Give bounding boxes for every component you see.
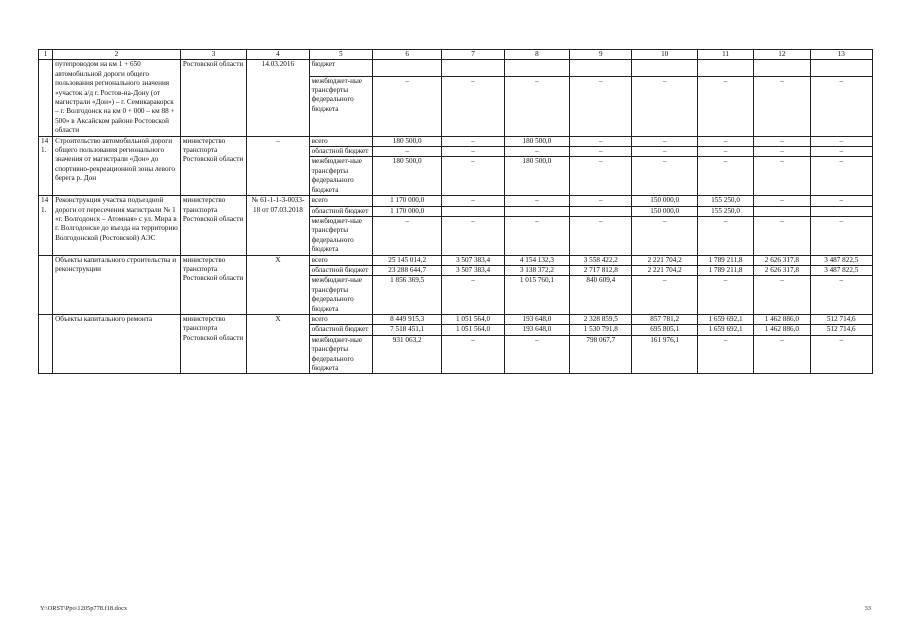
amount-cell: 512 714,6 xyxy=(810,314,872,324)
amount-cell: 1 659 692,1 xyxy=(697,314,753,324)
column-number-header: 9 xyxy=(570,50,632,60)
object-name-cell: Реконструкция участка подъездной дороги от пересечения магистрали № 1 «г. Волгодонск – Атомная» с ул. Мира в г. Волгодонске до въезда на территорию Волгодонской (Ростовской) АЭС xyxy=(53,196,181,255)
amount-cell: – xyxy=(697,157,753,196)
row-number-cell xyxy=(39,255,53,314)
amount-cell: – xyxy=(372,76,441,136)
object-name-cell: Объекты капитального ремонта xyxy=(53,314,181,373)
amount-cell: 1 659 692,1 xyxy=(697,325,753,335)
amount-cell: 512 714,6 xyxy=(810,325,872,335)
amount-cell: – xyxy=(504,196,569,206)
funding-source-cell: всего xyxy=(309,314,372,324)
column-number-header: 5 xyxy=(309,50,372,60)
amount-cell: – xyxy=(632,276,697,315)
amount-cell: 1 789 211,8 xyxy=(697,265,753,275)
amount-cell: – xyxy=(504,335,569,374)
amount-cell: 931 063,2 xyxy=(372,335,441,374)
amount-cell: – xyxy=(810,157,872,196)
amount-cell: 25 145 014,2 xyxy=(372,255,441,265)
amount-cell: 180 500,0 xyxy=(372,136,441,146)
amount-cell: 161 976,1 xyxy=(632,335,697,374)
amount-cell: 4 154 132,3 xyxy=(504,255,569,265)
amount-cell: 3 558 422,2 xyxy=(570,255,632,265)
amount-cell: – xyxy=(372,147,441,157)
funding-source-cell: всего xyxy=(309,196,372,206)
amount-cell: 180 500,0 xyxy=(504,157,569,196)
amount-cell: 695 805,1 xyxy=(632,325,697,335)
amount-cell: – xyxy=(754,76,810,136)
amount-cell: 1 789 211,8 xyxy=(697,255,753,265)
header-row xyxy=(39,50,873,60)
amount-cell xyxy=(632,60,697,76)
funding-source-cell: всего xyxy=(309,255,372,265)
amount-cell: – xyxy=(810,196,872,206)
column-number-header: 3 xyxy=(180,50,246,60)
amount-cell xyxy=(754,206,810,216)
table-row xyxy=(39,136,873,146)
amount-cell xyxy=(810,206,872,216)
amount-cell: – xyxy=(697,335,753,374)
amount-cell: 1 170 000,0 xyxy=(372,206,441,216)
column-number-header: 8 xyxy=(504,50,569,60)
amount-cell: – xyxy=(754,216,810,255)
amount-cell: – xyxy=(504,147,569,157)
amount-cell: 155 250,0 xyxy=(697,206,753,216)
funding-source-cell: межбюджет-ные трансферты федерального бюджета xyxy=(309,76,372,136)
document-cell: Х xyxy=(247,255,309,314)
row-number-cell xyxy=(39,314,53,373)
funding-source-cell: бюджет xyxy=(309,60,372,76)
amount-cell: – xyxy=(632,147,697,157)
amount-cell: – xyxy=(570,147,632,157)
amount-cell: 2 626 317,8 xyxy=(754,255,810,265)
column-number-header: 1 xyxy=(39,50,53,60)
amount-cell: 3 487 822,5 xyxy=(810,265,872,275)
amount-cell: – xyxy=(632,136,697,146)
amount-cell: – xyxy=(810,216,872,255)
amount-cell: 1 051 564,0 xyxy=(442,325,504,335)
amount-cell: 8 449 915,3 xyxy=(372,314,441,324)
amount-cell xyxy=(442,206,504,216)
responsible-org-cell: Ростовской области xyxy=(180,60,246,136)
amount-cell: 2 221 704,2 xyxy=(632,255,697,265)
amount-cell: 193 648,0 xyxy=(504,314,569,324)
funding-source-cell: областной бюджет xyxy=(309,265,372,275)
column-number-header: 6 xyxy=(372,50,441,60)
amount-cell: – xyxy=(442,335,504,374)
amount-cell: 857 781,2 xyxy=(632,314,697,324)
amount-cell: – xyxy=(442,157,504,196)
amount-cell: – xyxy=(697,147,753,157)
object-name-cell: Строительство автомобильной дороги общего пользования регионального значения от магистрали «Дон» до спортивно-рекреационной зоны левого берега р. Дон xyxy=(53,136,181,195)
column-number-header: 11 xyxy=(697,50,753,60)
amount-cell: 1 856 369,5 xyxy=(372,276,441,315)
file-path: Y:\ORST\Ppo\1205p778.f18.docx xyxy=(40,605,128,612)
amount-cell xyxy=(372,60,441,76)
amount-cell: – xyxy=(754,136,810,146)
amount-cell: – xyxy=(754,335,810,374)
table-row xyxy=(39,255,873,265)
amount-cell xyxy=(697,60,753,76)
amount-cell: 1 170 000,0 xyxy=(372,196,441,206)
amount-cell: – xyxy=(754,276,810,315)
column-number-header: 12 xyxy=(754,50,810,60)
amount-cell: – xyxy=(570,76,632,136)
funding-source-cell: всего xyxy=(309,136,372,146)
row-number-cell xyxy=(39,60,53,136)
object-name-cell: путепроводом на км 1 + 650 автомобильной дороги общего пользования регионального значения «участок а/д г. Ростов-на-Дону (от магистрали «Дон») – г. Семикаракорск – г. Волгодонск на км 0 + 000 – км 88 + 500» в Аксайском районе Ростовской области xyxy=(53,60,181,136)
amount-cell: 2 717 812,8 xyxy=(570,265,632,275)
amount-cell xyxy=(442,60,504,76)
funding-source-cell: областной бюджет xyxy=(309,325,372,335)
amount-cell xyxy=(570,206,632,216)
amount-cell: – xyxy=(442,76,504,136)
amount-cell: 193 648,0 xyxy=(504,325,569,335)
amount-cell: 840 609,4 xyxy=(570,276,632,315)
amount-cell: 1 530 791,8 xyxy=(570,325,632,335)
funding-source-cell: областной бюджет xyxy=(309,147,372,157)
amount-cell: – xyxy=(810,136,872,146)
amount-cell: – xyxy=(754,196,810,206)
amount-cell: – xyxy=(442,196,504,206)
amount-cell: 2 328 859,5 xyxy=(570,314,632,324)
amount-cell: 1 462 886,0 xyxy=(754,325,810,335)
amount-cell: 3 487 822,5 xyxy=(810,255,872,265)
amount-cell: – xyxy=(504,216,569,255)
amount-cell xyxy=(810,60,872,76)
funding-source-cell: межбюджет-ные трансферты федерального бюджета xyxy=(309,157,372,196)
amount-cell: – xyxy=(504,76,569,136)
table-row xyxy=(39,196,873,206)
amount-cell: 3 507 383,4 xyxy=(442,255,504,265)
budget-table xyxy=(38,49,873,374)
amount-cell: – xyxy=(697,276,753,315)
table-row xyxy=(39,314,873,324)
amount-cell: – xyxy=(570,136,632,146)
funding-source-cell: областной бюджет xyxy=(309,206,372,216)
document-cell: 14.03.2016 xyxy=(247,60,309,136)
amount-cell: – xyxy=(570,157,632,196)
document-cell: – xyxy=(247,136,309,195)
amount-cell: 1 462 886,0 xyxy=(754,314,810,324)
funding-source-cell: межбюджет-ные трансферты федерального бюджета xyxy=(309,276,372,315)
table-row xyxy=(39,60,873,76)
amount-cell xyxy=(504,206,569,216)
column-number-header: 10 xyxy=(632,50,697,60)
amount-cell: – xyxy=(372,216,441,255)
amount-cell: – xyxy=(810,147,872,157)
amount-cell: – xyxy=(810,76,872,136)
amount-cell: – xyxy=(810,276,872,315)
amount-cell: – xyxy=(697,216,753,255)
row-number-cell: 141. xyxy=(39,136,53,195)
amount-cell: – xyxy=(442,216,504,255)
amount-cell: – xyxy=(697,136,753,146)
amount-cell xyxy=(570,60,632,76)
amount-cell: 7 518 451,1 xyxy=(372,325,441,335)
amount-cell: – xyxy=(442,147,504,157)
column-number-header: 13 xyxy=(810,50,872,60)
amount-cell: – xyxy=(570,196,632,206)
amount-cell: 1 051 564,0 xyxy=(442,314,504,324)
amount-cell xyxy=(504,60,569,76)
responsible-org-cell: министерство транспорта Ростовской области xyxy=(180,314,246,373)
amount-cell: 798 067,7 xyxy=(570,335,632,374)
funding-source-cell: межбюджет-ные трансферты федерального бюджета xyxy=(309,216,372,255)
amount-cell: – xyxy=(810,335,872,374)
amount-cell: 2 626 317,8 xyxy=(754,265,810,275)
amount-cell: – xyxy=(754,147,810,157)
column-number-header: 2 xyxy=(53,50,181,60)
responsible-org-cell: министерство транспорта Ростовской области xyxy=(180,196,246,255)
amount-cell: – xyxy=(632,76,697,136)
responsible-org-cell: министерство транспорта Ростовской области xyxy=(180,255,246,314)
amount-cell: 150 000,0 xyxy=(632,206,697,216)
amount-cell: 155 250,0 xyxy=(697,196,753,206)
amount-cell: 3 507 383,4 xyxy=(442,265,504,275)
object-name-cell: Объекты капитального строительства и реконструкции xyxy=(53,255,181,314)
table-body xyxy=(39,50,873,374)
document-cell: Х xyxy=(247,314,309,373)
amount-cell xyxy=(754,60,810,76)
amount-cell: – xyxy=(570,216,632,255)
amount-cell: – xyxy=(697,76,753,136)
amount-cell: – xyxy=(632,157,697,196)
amount-cell: 1 015 760,1 xyxy=(504,276,569,315)
document-cell: № 61-1-1-3-0033-18 от 07.03.2018 xyxy=(247,196,309,255)
responsible-org-cell: министерство транспорта Ростовской области xyxy=(180,136,246,195)
amount-cell: 180 500,0 xyxy=(372,157,441,196)
amount-cell: – xyxy=(442,276,504,315)
amount-cell: 3 138 372,2 xyxy=(504,265,569,275)
amount-cell: – xyxy=(754,157,810,196)
column-number-header: 4 xyxy=(247,50,309,60)
amount-cell: – xyxy=(442,136,504,146)
column-number-header: 7 xyxy=(442,50,504,60)
page-number: 33 xyxy=(864,605,871,612)
row-number-cell: 141. xyxy=(39,196,53,255)
amount-cell: 150 000,0 xyxy=(632,196,697,206)
amount-cell: – xyxy=(632,216,697,255)
funding-source-cell: межбюджет-ные трансферты федерального бюджета xyxy=(309,335,372,374)
amount-cell: 180 500,0 xyxy=(504,136,569,146)
amount-cell: 23 288 644,7 xyxy=(372,265,441,275)
amount-cell: 2 221 704,2 xyxy=(632,265,697,275)
